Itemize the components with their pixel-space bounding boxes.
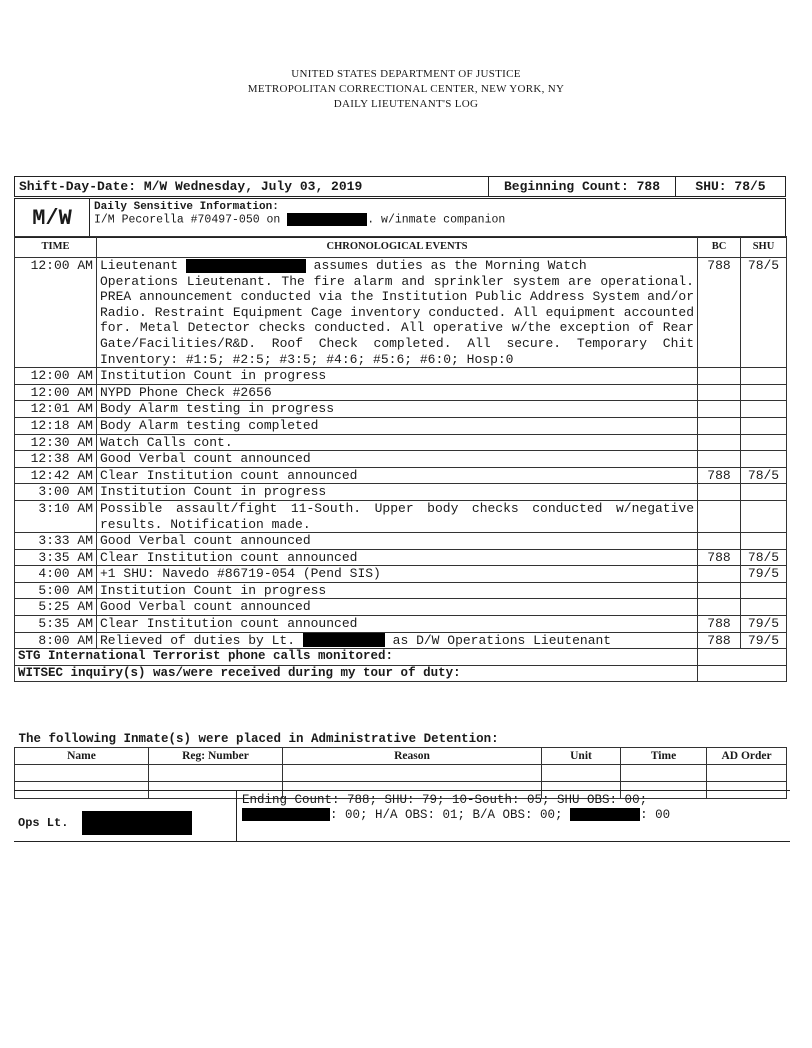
- log-event: Institution Count in progress: [97, 484, 698, 501]
- header-agency: UNITED STATES DEPARTMENT OF JUSTICE: [291, 68, 521, 80]
- log-shu: [741, 582, 787, 599]
- admin-detention-table: [14, 731, 787, 799]
- ad-col-header: Unit: [542, 748, 621, 765]
- col-bc: BC: [698, 237, 741, 258]
- shu-count: SHU: 78/5: [676, 177, 786, 197]
- shift-day-date: Shift-Day-Date: M/W Wednesday, July 03, 2019: [15, 177, 489, 197]
- log-shu: 78/5: [741, 258, 787, 368]
- log-time: 5:00 AM: [15, 582, 97, 599]
- ops-lt-label: Ops Lt.: [18, 816, 69, 831]
- log-row: [15, 616, 787, 633]
- log-bc: [698, 417, 741, 434]
- log-bc: [698, 500, 741, 532]
- log-time: 12:01 AM: [15, 401, 97, 418]
- chronological-log: [14, 236, 787, 682]
- log-bc: 788: [698, 616, 741, 633]
- sensitive-info-box: [14, 198, 786, 238]
- log-row: [15, 549, 787, 566]
- log-shu: [741, 384, 787, 401]
- log-row: [15, 434, 787, 451]
- log-bc: [698, 533, 741, 550]
- log-time: 4:00 AM: [15, 566, 97, 583]
- col-time: TIME: [15, 237, 97, 258]
- log-shu: 79/5: [741, 566, 787, 583]
- log-shu: [741, 500, 787, 532]
- faint-bleed-through: [450, 0, 570, 10]
- log-row: [15, 500, 787, 532]
- ad-col-header: Name: [15, 748, 149, 765]
- log-bc: [698, 484, 741, 501]
- log-shu: 79/5: [741, 632, 787, 649]
- log-time: 12:38 AM: [15, 451, 97, 468]
- log-time: 12:18 AM: [15, 417, 97, 434]
- log-row: [15, 417, 787, 434]
- redaction-block: [186, 259, 306, 273]
- log-time: 12:00 AM: [15, 384, 97, 401]
- log-shu: [741, 417, 787, 434]
- log-bc: 788: [698, 258, 741, 368]
- log-row: [15, 582, 787, 599]
- footer-divider: [236, 791, 237, 841]
- header-log-title: DAILY LIEUTENANT'S LOG: [333, 98, 479, 110]
- log-shu: [741, 401, 787, 418]
- log-event: [97, 258, 698, 368]
- log-bc: [698, 582, 741, 599]
- log-event: Body Alarm testing in progress: [97, 401, 698, 418]
- log-bc: 788: [698, 549, 741, 566]
- sensitive-text-after: . w/inmate companion: [367, 213, 506, 227]
- log-row: [15, 632, 787, 649]
- log-event: Good Verbal count announced: [97, 533, 698, 550]
- ending-count: [242, 793, 670, 823]
- log-event: Clear Institution count announced: [97, 616, 698, 633]
- log-event: Institution Count in progress: [97, 582, 698, 599]
- log-shu: [741, 434, 787, 451]
- ending-line-2b: : 00: [640, 808, 671, 822]
- log-event: Good Verbal count announced: [97, 451, 698, 468]
- log-event: Good Verbal count announced: [97, 599, 698, 616]
- log-shu: [741, 599, 787, 616]
- stg-line: STG International Terrorist phone calls monitored:: [15, 649, 698, 666]
- log-time: 3:33 AM: [15, 533, 97, 550]
- redaction-block: [287, 213, 367, 226]
- redaction-block: [570, 808, 640, 821]
- log-bc: [698, 384, 741, 401]
- log-row: [15, 384, 787, 401]
- log-time: 5:25 AM: [15, 599, 97, 616]
- log-shu: 78/5: [741, 549, 787, 566]
- log-event: Clear Institution count announced: [97, 549, 698, 566]
- ending-line-2a: : 00; H/A OBS: 01; B/A OBS: 00;: [330, 808, 563, 822]
- log-bc: [698, 599, 741, 616]
- log-time: 12:00 AM: [15, 258, 97, 368]
- log-time: 3:00 AM: [15, 484, 97, 501]
- log-bc: 788: [698, 467, 741, 484]
- last-entry-prefix: Relieved of duties by Lt.: [100, 632, 296, 648]
- sensitive-info: [90, 199, 786, 238]
- header-facility: METROPOLITAN CORRECTIONAL CENTER, NEW YORK, NY: [247, 83, 565, 95]
- log-event: +1 SHU: Navedo #86719-054 (Pend SIS): [97, 566, 698, 583]
- ad-section-title: The following Inmate(s) were placed in Administrative Detention:: [18, 732, 499, 746]
- log-bc: [698, 434, 741, 451]
- col-shu: SHU: [741, 237, 787, 258]
- log-event: Body Alarm testing completed: [97, 417, 698, 434]
- log-row: [15, 368, 787, 385]
- log-row: [15, 401, 787, 418]
- log-event: Watch Calls cont.: [97, 434, 698, 451]
- log-shu: [741, 533, 787, 550]
- last-entry-suffix: as D/W Operations Lieutenant: [392, 632, 612, 648]
- document-header: [0, 67, 812, 112]
- beginning-count: Beginning Count: 788: [489, 177, 676, 197]
- redaction-block: [82, 811, 192, 835]
- log-row: [15, 566, 787, 583]
- ad-col-header: Reason: [283, 748, 542, 765]
- log-row: [15, 467, 787, 484]
- ad-row: [15, 765, 787, 782]
- log-shu: [741, 451, 787, 468]
- faint-bleed-through: [360, 52, 480, 62]
- log-time: 12:42 AM: [15, 467, 97, 484]
- log-event: Institution Count in progress: [97, 368, 698, 385]
- ad-col-header: Reg: Number: [149, 748, 283, 765]
- log-bc: 788: [698, 632, 741, 649]
- witsec-line: WITSEC inquiry(s) was/were received during my tour of duty:: [15, 665, 698, 682]
- log-shu: [741, 484, 787, 501]
- log-shu: 78/5: [741, 467, 787, 484]
- first-entry-prefix: Lieutenant: [100, 258, 179, 273]
- log-bc: [698, 368, 741, 385]
- ending-line-1: Ending Count: 788; SHU: 79; 10-South: 05; SHU OBS: 00;: [242, 793, 648, 807]
- log-event: Clear Institution count announced: [97, 467, 698, 484]
- log-row: [15, 533, 787, 550]
- log-row: [15, 258, 787, 368]
- first-entry-text-2: Operations Lieutenant. The fire alarm and sprinkler system are operational. PREA announcement conducted via the Institution Public Address System and/or Radio. Restraint Equipment Cage inventory conducted. All equipment accounted for. Metal Detector checks conducted. All operative w/the exception of Rear Gate/Facilities/R&D. Roof Check completed. All secure. Temporary Chit Inventory: #1:5; #2:5; #3:5; #4:6; #5:6; #6:0; Hosp:0: [100, 273, 694, 367]
- footer-box: [14, 790, 790, 842]
- ad-col-header: Time: [621, 748, 707, 765]
- ad-col-header: AD Order: [707, 748, 787, 765]
- col-events: CHRONOLOGICAL EVENTS: [97, 237, 698, 258]
- log-time: 12:00 AM: [15, 368, 97, 385]
- redaction-block: [303, 633, 385, 647]
- log-time: 12:30 AM: [15, 434, 97, 451]
- log-event: [97, 632, 698, 649]
- log-shu: 79/5: [741, 616, 787, 633]
- log-row: [15, 599, 787, 616]
- ops-lt: [18, 811, 192, 835]
- log-bc: [698, 451, 741, 468]
- sensitive-text-before: I/M Pecorella #70497-050 on: [94, 213, 281, 227]
- log-time: 3:35 AM: [15, 549, 97, 566]
- shift-code: M/W: [15, 199, 90, 238]
- log-event: Possible assault/fight 11-South. Upper body checks conducted w/negative results. Notification made.: [97, 500, 698, 532]
- log-row: [15, 484, 787, 501]
- sensitive-label: Daily Sensitive Information:: [94, 201, 279, 213]
- log-event: NYPD Phone Check #2656: [97, 384, 698, 401]
- log-row: [15, 451, 787, 468]
- redaction-block: [242, 808, 330, 821]
- first-entry-text-1: assumes duties as the Morning Watch: [313, 258, 587, 273]
- log-shu: [741, 368, 787, 385]
- log-bc: [698, 566, 741, 583]
- shift-bar: [14, 176, 786, 197]
- log-bc: [698, 401, 741, 418]
- log-time: 5:35 AM: [15, 616, 97, 633]
- log-time: 3:10 AM: [15, 500, 97, 532]
- log-time: 8:00 AM: [15, 632, 97, 649]
